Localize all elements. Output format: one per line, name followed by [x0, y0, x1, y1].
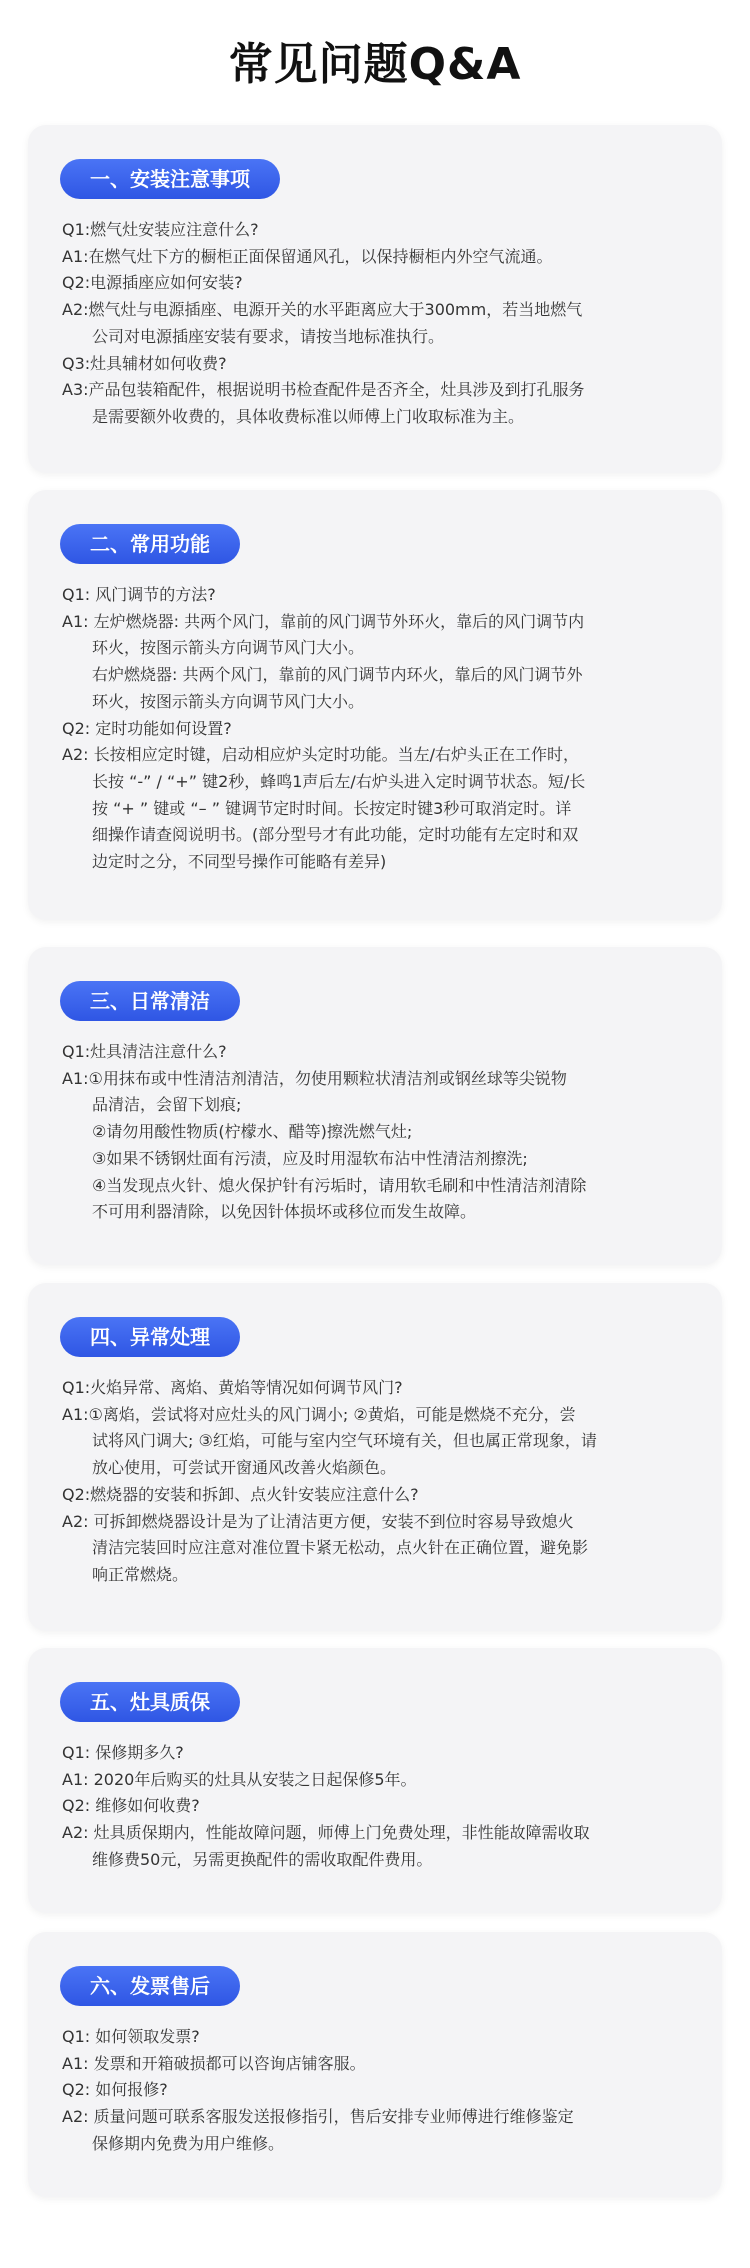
question-line: Q1:火焰异常、离焰、黄焰等情况如何调节风门? — [62, 1378, 403, 1397]
section-title: 一、安装注意事项 — [60, 159, 280, 199]
answer-continuation: ④当发现点火针、熄火保护针有污垢时，请用软毛刷和中性清洁剂清除 — [92, 1175, 587, 1195]
answer-continuation: 长按 “-” / “+” 键2秒，蜂鸣1声后左/右炉头进入定时调节状态。短/长 — [92, 771, 586, 791]
section-title: 三、日常清洁 — [60, 981, 240, 1021]
answer-continuation: ②请勿用酸性物质(柠檬水、醋等)擦洗燃气灶; — [92, 1122, 413, 1142]
faq-section-functions — [28, 490, 722, 920]
section-title: 二、常用功能 — [60, 524, 240, 564]
faq-section-cleaning — [28, 947, 722, 1265]
question-line: Q1:燃气灶安装应注意什么? — [62, 220, 259, 239]
question-line: Q3:灶具辅材如何收费? — [62, 353, 227, 373]
question-line: Q2:电源插座应如何安装? — [62, 273, 243, 293]
answer-continuation: 细操作请查阅说明书。(部分型号才有此功能，定时功能有左定时和双 — [92, 825, 579, 845]
answer-line: A1:①离焰，尝试将对应灶头的风门调小; ②黄焰，可能是燃烧不充分，尝 — [62, 1404, 576, 1424]
answer-continuation: 环火，按图示箭头方向调节风门大小。 — [92, 691, 365, 711]
answer-continuation: 试将风门调大; ③红焰，可能与室内空气环境有关，但也属正常现象，请 — [92, 1431, 597, 1451]
question-line: Q1: 保修期多久? — [62, 1743, 184, 1762]
answer-line: A1:在燃气灶下方的橱柜正面保留通风孔，以保持橱柜内外空气流通。 — [62, 246, 553, 266]
answer-continuation: 维修费50元，另需更换配件的需收取配件费用。 — [92, 1849, 433, 1869]
answer-continuation: 公司对电源插座安装有要求，请按当地标准执行。 — [92, 326, 445, 346]
question-line: Q2: 如何报修? — [62, 2080, 168, 2100]
question-line: Q1:灶具清洁注意什么? — [62, 1042, 227, 1061]
answer-line: A1: 左炉燃烧器: 共两个风门，靠前的风门调节外环火，靠后的风门调节内 — [62, 611, 585, 631]
faq-section-troubleshooting — [28, 1283, 722, 1631]
answer-continuation: 是需要额外收费的，具体收费标准以师傅上门收取标准为主。 — [92, 406, 525, 426]
section-title: 四、异常处理 — [60, 1317, 240, 1357]
answer-line: A1: 发票和开箱破损都可以咨询店铺客服。 — [62, 2053, 366, 2073]
answer-line: A3:产品包装箱配件，根据说明书检查配件是否齐全，灶具涉及到打孔服务 — [62, 380, 585, 400]
answer-line: A2: 灶具质保期内，性能故障问题，师傅上门免费处理，非性能故障需收取 — [62, 1823, 590, 1843]
faq-section-warranty — [28, 1648, 722, 1913]
page-title: 常见问题Q&A — [228, 39, 522, 90]
answer-continuation: ③如果不锈钢灶面有污渍，应及时用湿软布沾中性清洁剂擦洗; — [92, 1148, 528, 1168]
question-line: Q2:燃烧器的安装和拆卸、点火针安装应注意什么? — [62, 1484, 419, 1504]
answer-continuation: 右炉燃烧器: 共两个风门，靠前的风门调节内环火，靠后的风门调节外 — [92, 665, 583, 685]
answer-line: A1: 2020年后购买的灶具从安装之日起保修5年。 — [62, 1769, 417, 1789]
answer-continuation: 品清洁，会留下划痕; — [92, 1095, 242, 1115]
question-line: Q1: 如何领取发票? — [62, 2027, 200, 2046]
answer-continuation: 放心使用，可尝试开窗通风改善火焰颜色。 — [92, 1458, 397, 1478]
answer-continuation: 环火，按图示箭头方向调节风门大小。 — [92, 638, 365, 658]
question-line: Q2: 定时功能如何设置? — [62, 718, 232, 738]
question-line: Q1: 风门调节的方法? — [62, 585, 216, 604]
answer-continuation: 清洁完装回时应注意对准位置卡紧无松动，点火针在正确位置，避免影 — [92, 1538, 589, 1558]
answer-continuation: 不可用利器清除，以免因针体损坏或移位而发生故障。 — [92, 1202, 477, 1222]
answer-line: A2: 长按相应定时键，启动相应炉头定时功能。当左/右炉头正在工作时， — [62, 745, 579, 765]
answer-line: A2: 质量问题可联系客服发送报修指引，售后安排专业师傅进行维修鉴定 — [62, 2107, 574, 2127]
answer-continuation: 边定时之分，不同型号操作可能略有差异) — [92, 852, 387, 872]
answer-line: A2:燃气灶与电源插座、电源开关的水平距离应大于300mm，若当地燃气 — [62, 300, 583, 320]
faq-section-installation — [28, 125, 722, 473]
section-title: 六、发票售后 — [60, 1966, 240, 2006]
section-title: 五、灶具质保 — [60, 1682, 240, 1722]
answer-continuation: 保修期内免费为用户维修。 — [92, 2133, 285, 2153]
answer-continuation: 按 “+ ” 键或 “– ” 键调节定时时间。长按定时键3秒可取消定时。详 — [92, 798, 572, 818]
faq-section-invoice-aftersales — [28, 1932, 722, 2197]
answer-line: A1:①用抹布或中性清洁剂清洁，勿使用颗粒状清洁剂或钢丝球等尖锐物 — [62, 1068, 567, 1088]
answer-line: A2: 可拆卸燃烧器设计是为了让清洁更方便，安装不到位时容易导致熄火 — [62, 1511, 574, 1531]
answer-continuation: 响正常燃烧。 — [92, 1564, 189, 1584]
question-line: Q2: 维修如何收费? — [62, 1796, 200, 1816]
